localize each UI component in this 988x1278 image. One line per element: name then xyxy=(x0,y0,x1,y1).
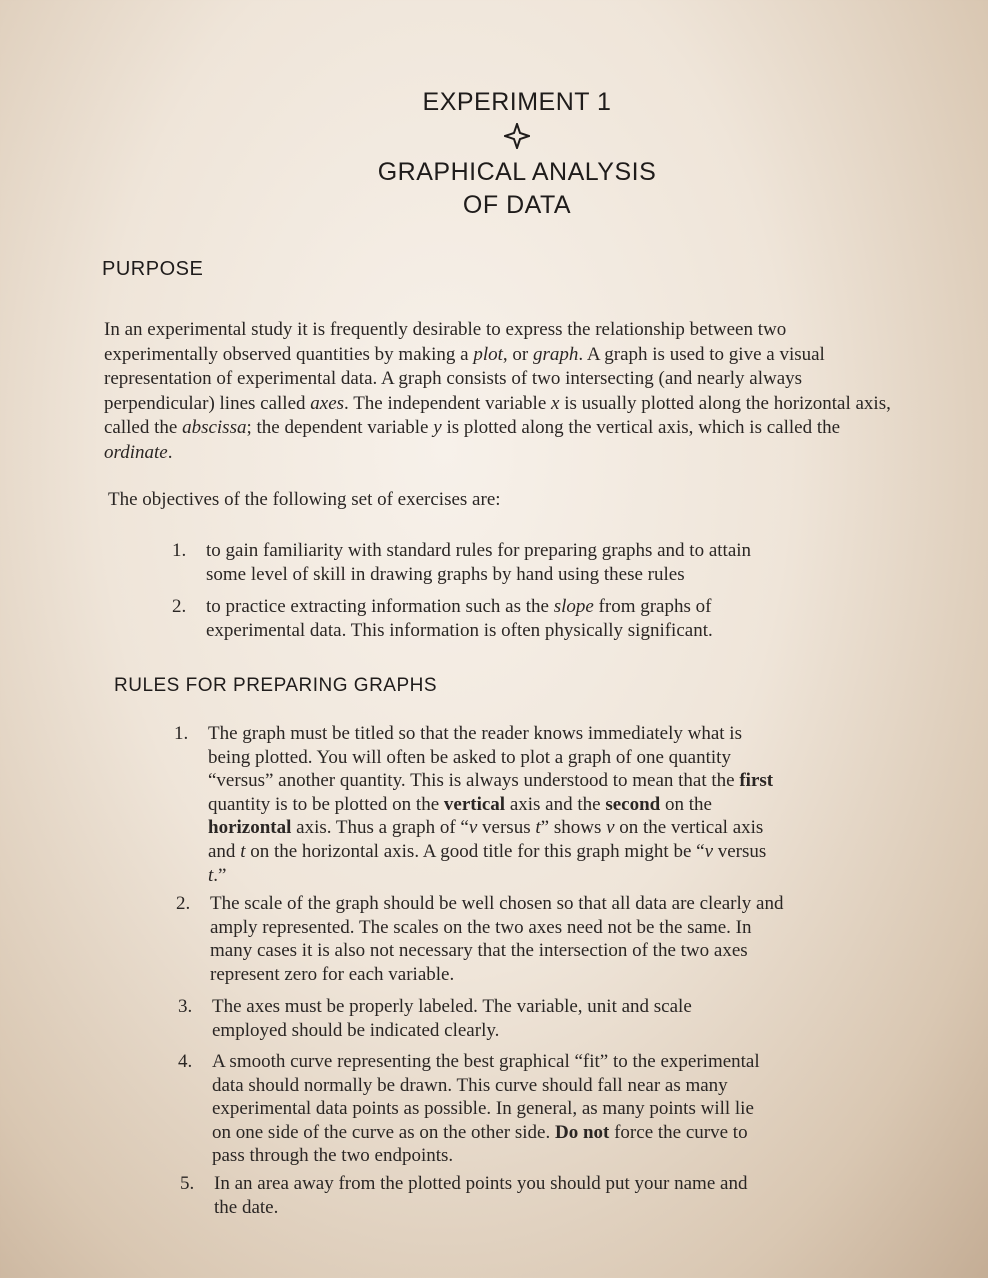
list-number: 1. xyxy=(172,540,187,561)
emphasis-horizontal: horizontal xyxy=(208,817,292,839)
var-v: v xyxy=(606,817,615,839)
var-y: y xyxy=(433,417,442,438)
diamond-icon xyxy=(504,123,530,149)
text-span: ” shows xyxy=(540,817,607,839)
title-block xyxy=(0,86,988,222)
var-v: v xyxy=(704,840,713,862)
emphasis-do: Do xyxy=(554,1121,579,1143)
rules-heading: RULES FOR PREPARING GRAPHS xyxy=(114,675,438,696)
term-ordinate: ordinate xyxy=(104,441,168,463)
rule-text: In an area away from the plotted points you should put your name and the date. xyxy=(214,1173,748,1218)
list-number: 1. xyxy=(174,723,189,744)
emphasis-second: second xyxy=(605,793,661,815)
term-plot: plot xyxy=(473,343,503,365)
rule-item xyxy=(180,1172,820,1222)
text-span: . xyxy=(167,441,173,463)
rule-text xyxy=(208,722,784,887)
objective-text: to gain familiarity with standard rules for preparing graphs and to attain some level of skill in drawing graphs by hand using these rules xyxy=(206,540,752,585)
text-span: to practice extracting information such as the xyxy=(206,596,554,617)
text-span: on the xyxy=(660,793,712,815)
term-slope: slope xyxy=(553,596,594,617)
var-t: t xyxy=(208,864,214,886)
term-graph: graph xyxy=(532,343,579,365)
emphasis-vertical: vertical xyxy=(443,793,506,815)
experiment-number: EXPERIMENT 1 xyxy=(422,88,612,116)
text-span: on the horizontal axis. A good title for this graph might be “ xyxy=(245,840,705,862)
var-t: t xyxy=(240,840,246,862)
title-line-1: GRAPHICAL ANALYSIS xyxy=(377,158,657,186)
rule-text: The axes must be properly labeled. The variable, unit and scale employed should be indicated clearly. xyxy=(212,996,692,1041)
purpose-paragraph xyxy=(104,318,904,465)
text-span: axis. Thus a graph of “ xyxy=(291,817,469,839)
text-span: . The independent variable xyxy=(344,392,552,414)
objective-item xyxy=(172,539,792,589)
purpose-heading: PURPOSE xyxy=(102,258,204,280)
emphasis-not: not xyxy=(582,1121,610,1143)
text-span: from graphs of experimental data. This information is often physically significant. xyxy=(206,596,713,641)
var-x: x xyxy=(551,392,560,414)
rule-item xyxy=(176,892,816,992)
text-span: versus xyxy=(713,840,767,862)
list-number: 5. xyxy=(180,1173,195,1194)
list-number: 4. xyxy=(178,1051,193,1072)
text-span: force the curve to pass through the two endpoints. xyxy=(212,1121,748,1167)
text-span: axis and the xyxy=(505,793,606,815)
text-span: A smooth curve representing the best graphical “fit” to the experimental data should normally be drawn. This curve should fall near as many experimental data points as possible. In general, as many points will lie on one side of the curve as on the other side. xyxy=(212,1051,760,1143)
rule-text xyxy=(212,1050,772,1168)
var-v: v xyxy=(468,817,478,839)
objective-item xyxy=(172,595,792,645)
objective-text xyxy=(206,595,778,642)
title-line-2: OF DATA xyxy=(462,191,572,219)
list-number: 2. xyxy=(176,893,191,914)
var-t: t xyxy=(535,817,541,839)
term-axes: axes xyxy=(310,392,345,414)
text-span: quantity is to be plotted on the xyxy=(208,793,444,815)
term-abscissa: abscissa xyxy=(182,417,247,438)
list-number: 3. xyxy=(178,996,193,1017)
text-span: is usually plotted along the horizontal axis, called the xyxy=(104,392,891,438)
text-span: . A graph is used to give a visual representation of experimental data. A graph consists of two intersecting (and nearly always perpendicular) lines called xyxy=(104,343,825,414)
text-span: on the vertical axis and xyxy=(208,817,764,862)
objectives-intro: The objectives of the following set of exercises are: xyxy=(108,489,501,510)
rule-item xyxy=(178,995,818,1045)
text-span: , or xyxy=(502,343,533,365)
text-span: versus xyxy=(477,817,536,839)
text-span: The graph must be titled so that the reader knows immediately what is being plotted. You will often be asked to plot a graph of one quantity “versus” another quantity. This is always understood to mean that the xyxy=(208,723,742,792)
list-number: 2. xyxy=(172,596,187,617)
rule-item xyxy=(174,722,814,887)
text-span: In an experimental study it is frequently desirable to express the relationship between two experimentally observed quantities by making a xyxy=(104,319,787,365)
rule-text: The scale of the graph should be well chosen so that all data are clearly and amply represented. The scales on the two axes need not be the same. In many cases it is also not necessary that the intersection of the two axes represent zero for each variable. xyxy=(210,893,784,985)
emphasis-first: first xyxy=(739,770,774,792)
text-span: .” xyxy=(213,864,227,886)
text-span: ; the dependent variable xyxy=(246,417,434,438)
text-span: is plotted along the vertical axis, which is called the xyxy=(441,417,841,438)
rule-item xyxy=(178,1050,818,1170)
